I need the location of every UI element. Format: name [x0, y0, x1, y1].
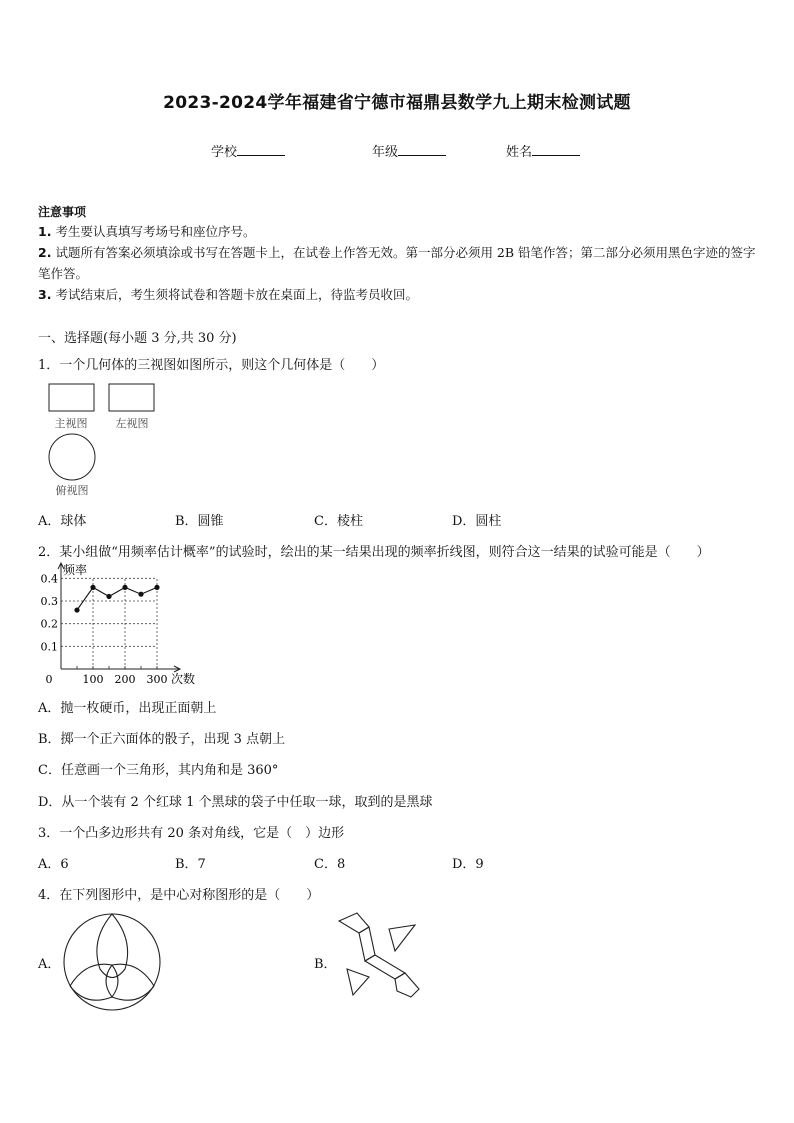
data-point: [90, 585, 95, 590]
q1-option-a[interactable]: A．球体: [38, 514, 87, 529]
x-axis-label: 次数: [171, 672, 196, 686]
y-axis-label: 频率: [63, 563, 88, 577]
name-label: 姓名: [506, 145, 533, 160]
note-item: 1. 考生要认真填写考场号和座位序号。: [38, 224, 256, 239]
shape-piece: [395, 973, 419, 997]
y-tick-label: 0.1: [40, 640, 58, 654]
school-label: 学校: [211, 145, 238, 160]
left-view-label: 左视图: [115, 417, 149, 430]
frequency-line-chart: [30, 558, 220, 690]
data-point: [138, 592, 143, 597]
left-view-rect: [109, 384, 154, 411]
notes-heading: 注意事项: [38, 205, 87, 219]
data-point: [74, 607, 79, 612]
q3-option-b[interactable]: B．7: [175, 857, 206, 872]
q3-option-d[interactable]: D．9: [452, 857, 484, 872]
front-view-rect: [49, 384, 94, 411]
q1-option-b[interactable]: B．圆锥: [175, 514, 224, 529]
note-item: 3. 考试结束后，考生须将试卷和答题卡放在桌面上，待监考员收回。: [38, 287, 418, 302]
data-point: [154, 585, 159, 590]
three-views-figure: [44, 380, 164, 500]
outer-circle: [64, 914, 160, 1010]
q1-option-d[interactable]: D．圆柱: [452, 514, 502, 529]
question-4-stem: 4．在下列图形中，是中心对称图形的是（ ）: [38, 888, 320, 903]
y-tick-label: 0.4: [40, 572, 58, 586]
y-tick-label: 0.2: [40, 617, 58, 631]
question-1-stem: 1．一个几何体的三视图如图所示，则这个几何体是（ ）: [38, 358, 385, 373]
x-tick-label: 200: [114, 673, 136, 686]
petal-top: [97, 914, 128, 978]
q2-option-d[interactable]: D．从一个装有 2 个红球 1 个黑球的袋子中任取一球，取到的是黑球: [38, 795, 433, 810]
q4-option-b[interactable]: B．: [314, 957, 337, 972]
data-point: [106, 594, 111, 599]
x-tick-label: 300: [146, 673, 168, 686]
name-field[interactable]: [506, 141, 580, 160]
frequency-series-line: [77, 587, 157, 610]
q1-option-c[interactable]: C．棱柱: [314, 514, 363, 529]
shape-piece: [365, 955, 405, 979]
school-field[interactable]: [211, 141, 285, 160]
section-heading: 一、选择题(每小题 3 分,共 30 分): [38, 331, 237, 346]
question-2-stem: 2．某小组做“用频率估计概率”的试验时，绘出的某一结果出现的频率折线图，则符合这一结果的试验可能是（ ）: [38, 545, 710, 560]
question-3-stem: 3．一个凸多边形共有 20 条对角线，它是（ ）边形: [38, 826, 345, 841]
shape-piece: [389, 925, 415, 951]
top-view-circle: [49, 434, 95, 480]
grade-field[interactable]: [372, 141, 446, 160]
data-point: [122, 585, 127, 590]
q2-option-b[interactable]: B．掷一个正六面体的骰子，出现 3 点朝上: [38, 732, 286, 747]
note-item: 2. 试题所有答案必须填涂或书写在答题卡上，在试卷上作答无效。第一部分必须用 2B 铅笔作答；第二部分必须用黑色字迹的签字笔作答。: [38, 245, 756, 281]
x-tick-label: 100: [82, 673, 104, 686]
front-view-label: 主视图: [54, 417, 88, 430]
option-a-figure: [60, 911, 164, 1013]
shape-piece: [347, 969, 369, 995]
q4-option-a[interactable]: A．: [38, 957, 61, 972]
top-view-label: 俯视图: [55, 484, 89, 497]
q2-option-c[interactable]: C．任意画一个三角形，其内角和是 360°: [38, 763, 279, 778]
origin-label: 0: [45, 673, 53, 686]
grade-label: 年级: [372, 145, 399, 160]
option-b-figure: [335, 911, 425, 1003]
q3-option-a[interactable]: A．6: [38, 857, 69, 872]
q2-option-a[interactable]: A．抛一枚硬币，出现正面朝上: [38, 701, 217, 716]
y-tick-label: 0.3: [40, 595, 58, 608]
q3-option-c[interactable]: C．8: [314, 857, 346, 872]
page-title: 2023-2024学年福建省宁德市福鼎县数学九上期末检测试题: [163, 93, 631, 113]
